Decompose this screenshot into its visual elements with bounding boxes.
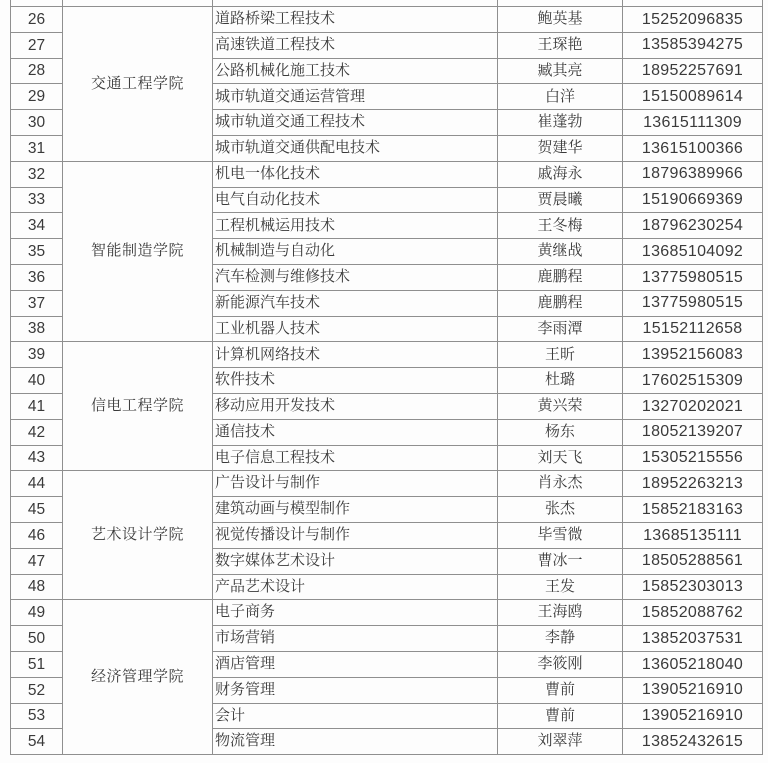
- row-number-cell: 38: [11, 316, 63, 342]
- contact-name-cell: 鹿鹏程: [498, 264, 623, 290]
- phone-cell: 13685135111: [623, 522, 763, 548]
- contact-name-cell: 李筱刚: [498, 651, 623, 677]
- row-number-cell: 35: [11, 239, 63, 265]
- contact-name-cell: 曹前: [498, 703, 623, 729]
- row-number-cell: 53: [11, 703, 63, 729]
- major-cell: 电子商务: [213, 600, 498, 626]
- row-number-cell: 33: [11, 187, 63, 213]
- major-cell: 通信技术: [213, 419, 498, 445]
- college-cell: 艺术设计学院: [63, 471, 213, 600]
- phone-cell: 18796230254: [623, 213, 763, 239]
- contact-name-cell: 鲍英基: [498, 7, 623, 33]
- row-number-cell: 43: [11, 445, 63, 471]
- major-cell: 新能源汽车技术: [213, 290, 498, 316]
- row-number-cell: 41: [11, 393, 63, 419]
- college-cell: 智能制造学院: [63, 161, 213, 342]
- contact-name-cell: 张杰: [498, 497, 623, 523]
- phone-cell: 13775980515: [623, 290, 763, 316]
- major-cell: 电子信息工程技术: [213, 445, 498, 471]
- contact-name-cell: 戚海永: [498, 161, 623, 187]
- contact-name-cell: 李雨潭: [498, 316, 623, 342]
- major-cell: 机电一体化技术: [213, 161, 498, 187]
- major-cell: 酒店管理: [213, 651, 498, 677]
- major-cell: 汽车检测与维修技术: [213, 264, 498, 290]
- major-cell: 视觉传播设计与制作: [213, 522, 498, 548]
- table-row: [11, 342, 763, 368]
- phone-cell: 13615100366: [623, 135, 763, 161]
- major-cell: 会计: [213, 703, 498, 729]
- row-number-cell: 36: [11, 264, 63, 290]
- phone-cell: 15305215556: [623, 445, 763, 471]
- major-cell: 城市轨道交通供配电技术: [213, 135, 498, 161]
- major-cell: 市场营销: [213, 626, 498, 652]
- row-number-cell: 26: [11, 7, 63, 33]
- row-number-cell: 39: [11, 342, 63, 368]
- phone-cell: 13605218040: [623, 651, 763, 677]
- major-cell: 道路桥梁工程技术: [213, 7, 498, 33]
- phone-cell: 15852303013: [623, 574, 763, 600]
- major-cell: 工业机器人技术: [213, 316, 498, 342]
- row-number-cell: 44: [11, 471, 63, 497]
- phone-cell: 13852432615: [623, 729, 763, 755]
- row-number-cell: 50: [11, 626, 63, 652]
- college-cell: 经济管理学院: [63, 600, 213, 755]
- contact-name-cell: 李静: [498, 626, 623, 652]
- major-cell: 建筑动画与模型制作: [213, 497, 498, 523]
- major-cell: 高速铁道工程技术: [213, 32, 498, 58]
- phone-cell: 13905216910: [623, 703, 763, 729]
- contact-name-cell: 黄兴荣: [498, 393, 623, 419]
- phone-cell: 13685104092: [623, 239, 763, 265]
- phone-cell: 13852037531: [623, 626, 763, 652]
- contact-name-cell: 崔蓬勃: [498, 110, 623, 136]
- contact-name-cell: 贺建华: [498, 135, 623, 161]
- row-number-cell: 34: [11, 213, 63, 239]
- contact-name-cell: 鹿鹏程: [498, 290, 623, 316]
- phone-cell: 15252096835: [623, 7, 763, 33]
- major-cell: 城市轨道交通运营管理: [213, 84, 498, 110]
- major-cell: 城市轨道交通工程技术: [213, 110, 498, 136]
- phone-cell: 18052139207: [623, 419, 763, 445]
- contact-name-cell: 杨东: [498, 419, 623, 445]
- phone-cell: 18796389966: [623, 161, 763, 187]
- phone-cell: 13952156083: [623, 342, 763, 368]
- row-number-cell: 40: [11, 368, 63, 394]
- phone-cell: 13775980515: [623, 264, 763, 290]
- row-number-cell: 30: [11, 110, 63, 136]
- phone-cell: 13615111309: [623, 110, 763, 136]
- contact-name-cell: 贾晨曦: [498, 187, 623, 213]
- table-row: [11, 600, 763, 626]
- contact-name-cell: 毕雪微: [498, 522, 623, 548]
- college-cell: 信电工程学院: [63, 342, 213, 471]
- row-number-cell: 45: [11, 497, 63, 523]
- row-number-cell: 42: [11, 419, 63, 445]
- phone-cell: 15852088762: [623, 600, 763, 626]
- major-cell: 工程机械运用技术: [213, 213, 498, 239]
- row-number-cell: 46: [11, 522, 63, 548]
- major-cell: 机械制造与自动化: [213, 239, 498, 265]
- row-number-cell: 32: [11, 161, 63, 187]
- row-number-cell: 49: [11, 600, 63, 626]
- row-number-cell: 52: [11, 677, 63, 703]
- phone-cell: 15152112658: [623, 316, 763, 342]
- phone-cell: 18952257691: [623, 58, 763, 84]
- contact-name-cell: 王昕: [498, 342, 623, 368]
- table-row: [11, 471, 763, 497]
- major-cell: 广告设计与制作: [213, 471, 498, 497]
- phone-cell: 13905216910: [623, 677, 763, 703]
- row-number-cell: 51: [11, 651, 63, 677]
- major-cell: 物流管理: [213, 729, 498, 755]
- phone-cell: 18952263213: [623, 471, 763, 497]
- major-cell: 数字媒体艺术设计: [213, 548, 498, 574]
- contact-name-cell: 刘天飞: [498, 445, 623, 471]
- phone-cell: 15190669369: [623, 187, 763, 213]
- contact-name-cell: 杜璐: [498, 368, 623, 394]
- contact-name-cell: 王海鸥: [498, 600, 623, 626]
- phone-cell: 17602515309: [623, 368, 763, 394]
- contact-name-cell: 曹冰一: [498, 548, 623, 574]
- phone-cell: 15852183163: [623, 497, 763, 523]
- phone-cell: 13585394275: [623, 32, 763, 58]
- major-cell: 公路机械化施工技术: [213, 58, 498, 84]
- phone-cell: 18505288561: [623, 548, 763, 574]
- phone-cell: 15150089614: [623, 84, 763, 110]
- major-cell: 财务管理: [213, 677, 498, 703]
- contact-name-cell: 王冬梅: [498, 213, 623, 239]
- contact-name-cell: 王琛艳: [498, 32, 623, 58]
- contact-name-cell: 王发: [498, 574, 623, 600]
- college-cell: 交通工程学院: [63, 7, 213, 162]
- contact-name-cell: 刘翠萍: [498, 729, 623, 755]
- major-cell: 软件技术: [213, 368, 498, 394]
- contact-name-cell: 白洋: [498, 84, 623, 110]
- row-number-cell: 54: [11, 729, 63, 755]
- contact-name-cell: 黄继战: [498, 239, 623, 265]
- row-number-cell: 47: [11, 548, 63, 574]
- table-row: [11, 7, 763, 33]
- table-row: [11, 161, 763, 187]
- contact-name-cell: 肖永杰: [498, 471, 623, 497]
- major-cell: 产品艺术设计: [213, 574, 498, 600]
- row-number-cell: 28: [11, 58, 63, 84]
- contact-table: [10, 0, 763, 755]
- phone-cell: 13270202021: [623, 393, 763, 419]
- row-number-cell: 31: [11, 135, 63, 161]
- contact-name-cell: 曹前: [498, 677, 623, 703]
- major-cell: 电气自动化技术: [213, 187, 498, 213]
- major-cell: 移动应用开发技术: [213, 393, 498, 419]
- row-number-cell: 29: [11, 84, 63, 110]
- row-number-cell: 48: [11, 574, 63, 600]
- contact-name-cell: 臧其亮: [498, 58, 623, 84]
- major-cell: 计算机网络技术: [213, 342, 498, 368]
- row-number-cell: 37: [11, 290, 63, 316]
- row-number-cell: 27: [11, 32, 63, 58]
